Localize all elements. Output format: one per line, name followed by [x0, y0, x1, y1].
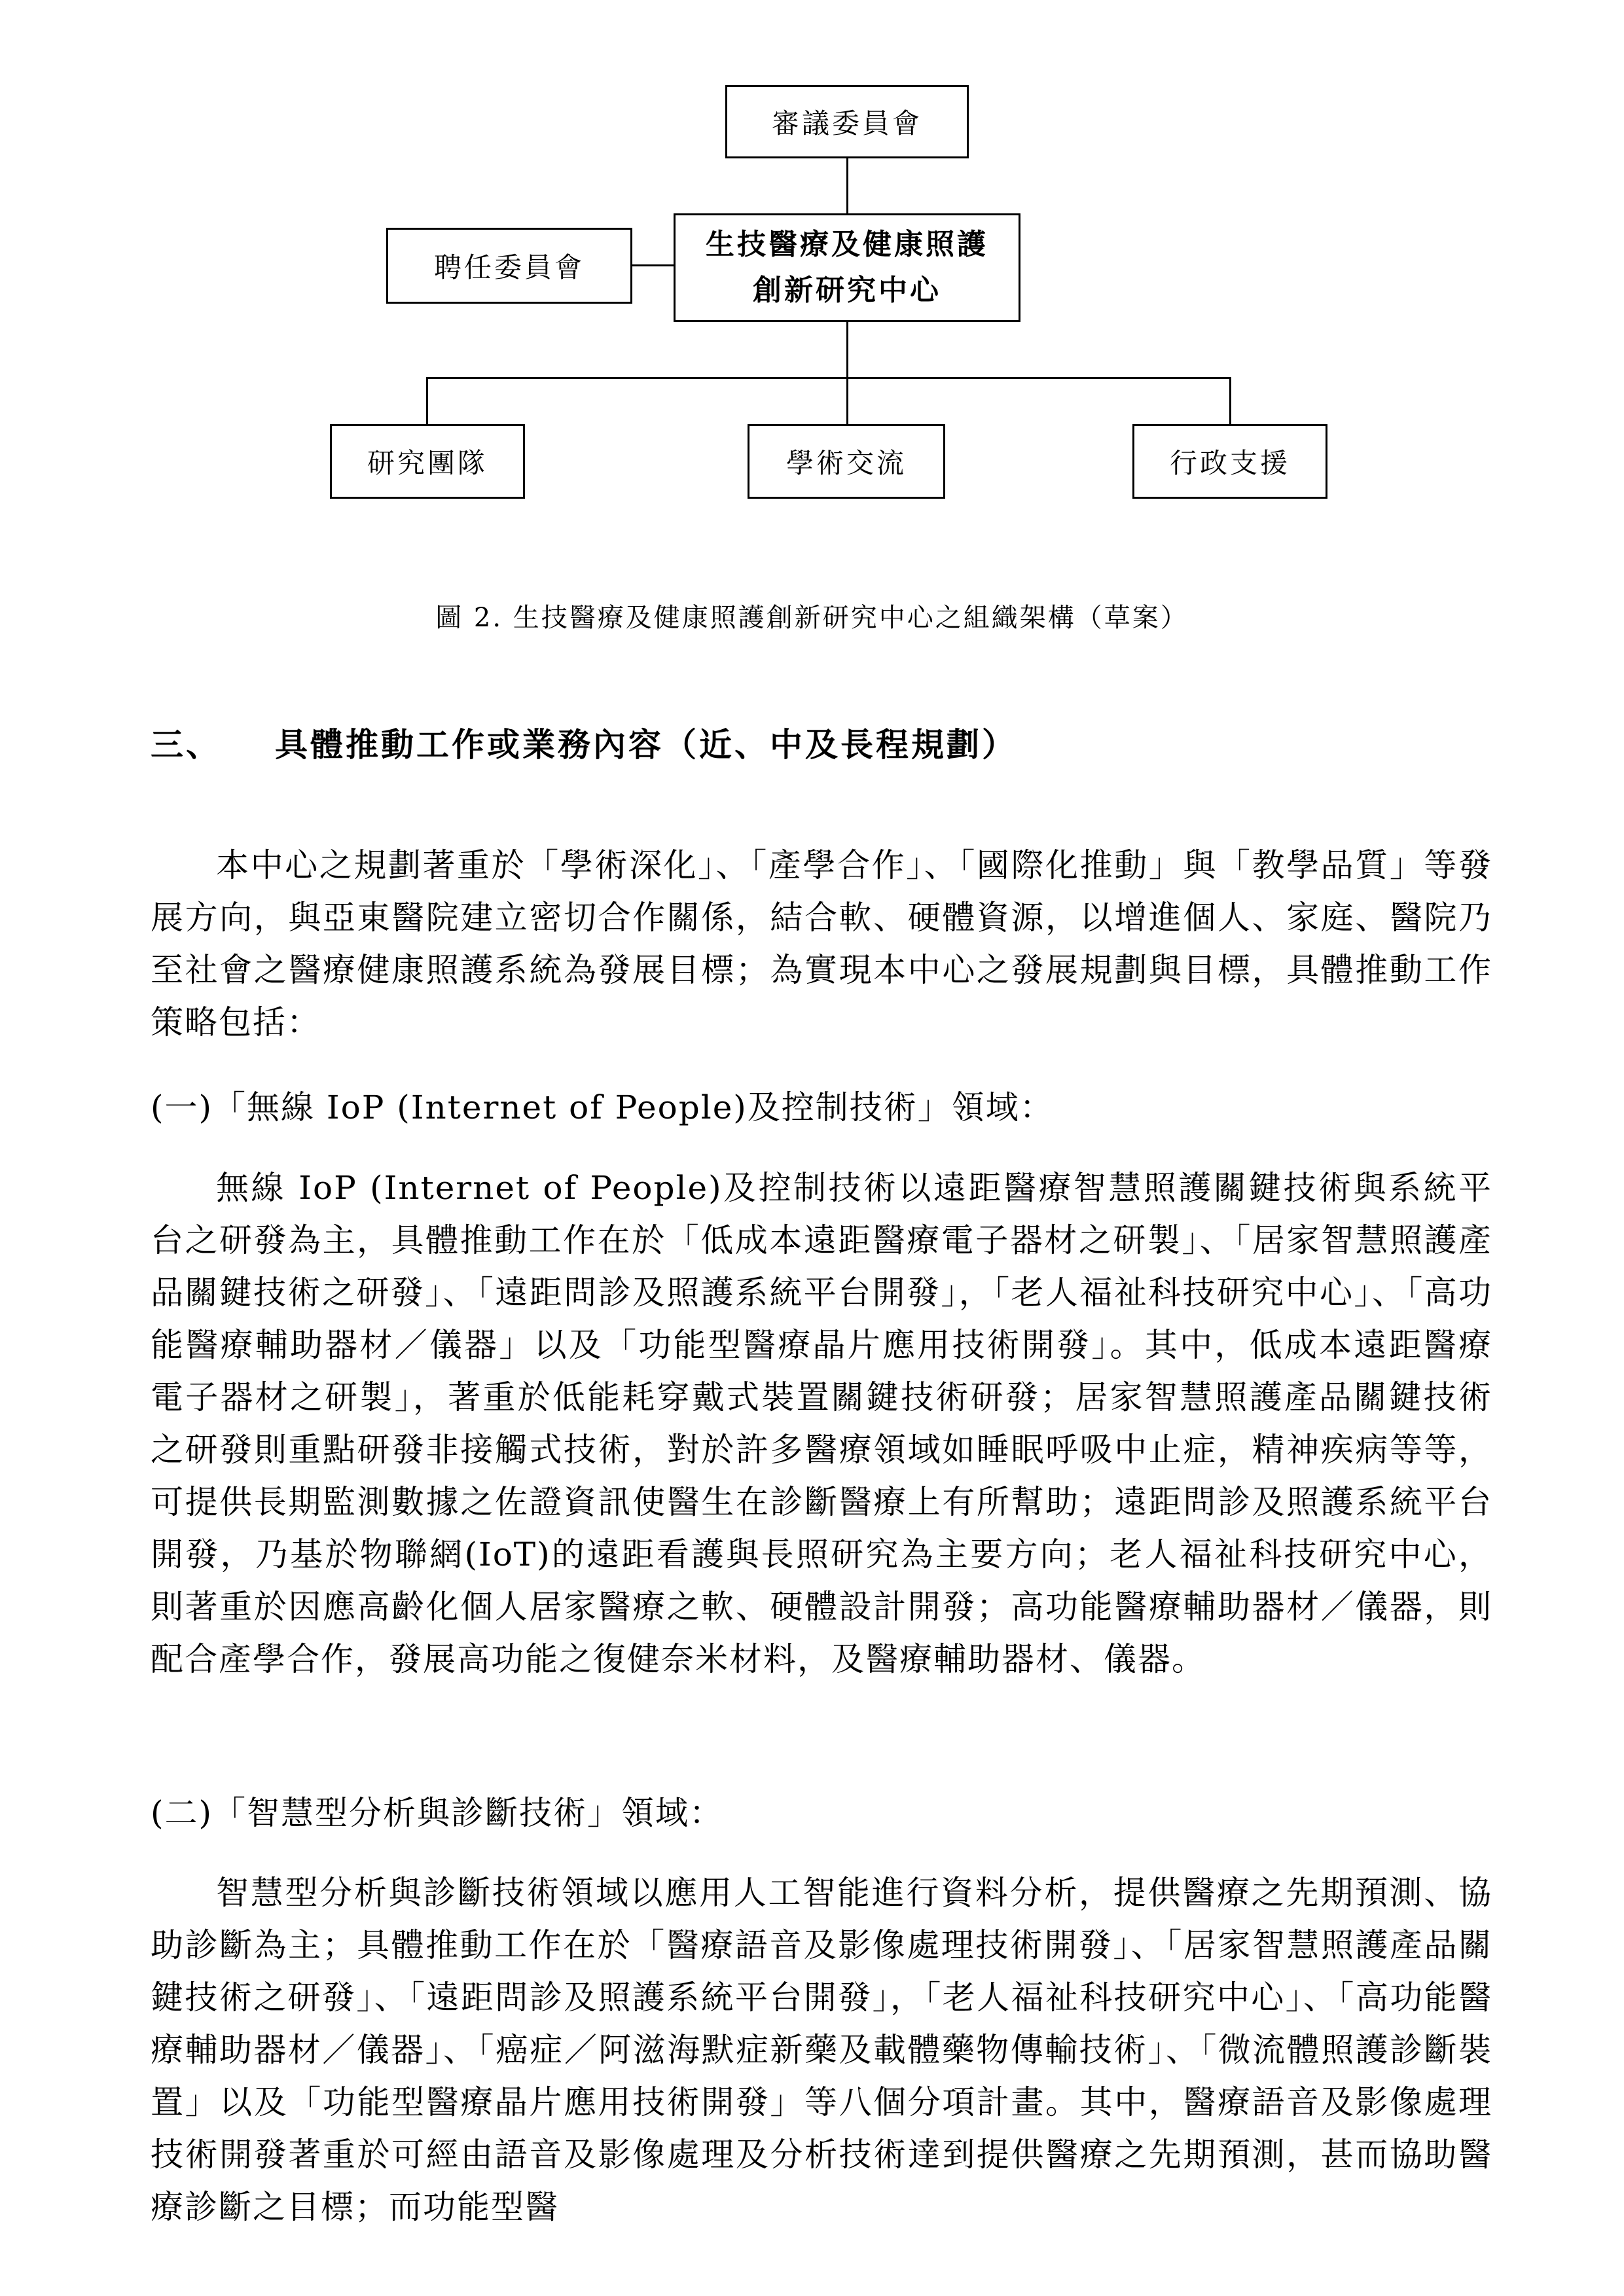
admin-support-label: 行政支援	[1169, 447, 1290, 479]
connector-down	[846, 322, 848, 377]
section-number: 三、	[151, 725, 221, 764]
academic-exchange-box	[748, 424, 945, 499]
center-label-line2: 創新研究中心	[753, 274, 941, 307]
figure-caption: 圖 2. 生技醫療及健康照護創新研究中心之組織架構（草案）	[435, 603, 1189, 633]
research-team-label: 研究團隊	[367, 447, 488, 479]
academic-exchange-label: 學術交流	[785, 447, 907, 479]
subsection-1-paragraph: 無線 IoP (Internet of People)及控制技術以遠距醫療智慧照護關鍵技術與系統平台之研發為主，具體推動工作在於「低成本遠距醫療電子器材之研製」、「居家智慧照護產品關鍵技術之研發」、「遠距問診及照護系統平台開發」，「老人福祉科技研究中心」、「高功能醫療輔助器材／儀器」以及「功能型醫療晶片應用技術開發」。其中，低成本遠距醫療電子器材之研製」，著重於低能耗穿戴式裝置關鍵技術研發；居家智慧照護產品關鍵技術之研發則重點研發非接觸式技術，對於許多醫療領域如睡眠呼吸中止症，精神疾病等等，可提供長期監測數據之佐證資訊使醫生在診斷醫療上有所幫助；遠距問診及照護系統平台開發，乃基於物聯網(IoT)的遠距看護與長照研究為主要方向；老人福祉科技研究中心，則著重於因應高齡化個人居家醫療之軟、硬體設計開發；高功能醫療輔助器材／儀器，則配合產學合作，發展高功能之復健奈米材料，及醫療輔助器材、儀器。	[151, 1169, 1492, 1678]
admin-support-box	[1132, 424, 1327, 499]
subsection-2-heading: (二)「智慧型分析與診斷技術」領域：	[151, 1794, 724, 1832]
connector-branch-center	[846, 377, 848, 424]
section-title: 具體推動工作或業務內容（近、中及長程規劃）	[275, 725, 1017, 764]
connector-branch-left	[426, 377, 428, 424]
connector-horizontal	[426, 377, 1231, 379]
intro-paragraph: 本中心之規劃著重於「學術深化」、「產學合作」、「國際化推動」與「教學品質」等發展方向，與亞東醫院建立密切合作關係，結合軟、硬體資源，以增進個人、家庭、醫院乃至社會之醫療健康照護系統為發展目標；為實現本中心之發展規劃與目標，具體推動工作策略包括：	[151, 846, 1492, 1041]
center-label-line1: 生技醫療及健康照護	[706, 228, 988, 261]
subsection-2-paragraph: 智慧型分析與診斷技術領域以應用人工智能進行資料分析，提供醫療之先期預測、協助診斷為主；具體推動工作在於「醫療語音及影像處理技術開發」、「居家智慧照護產品關鍵技術之研發」、「遠距問診及照護系統平台開發」，「老人福祉科技研究中心」、「高功能醫療輔助器材／儀器」、「癌症／阿滋海默症新藥及載體藥物傳輸技術」、「微流體照護診斷裝置」以及「功能型醫療晶片應用技術開發」等八個分項計畫。其中，醫療語音及影像處理技術開發著重於可經由語音及影像處理及分析技術達到提供醫療之先期預測，甚而協助醫療診斷之目標；而功能型醫	[151, 1874, 1492, 2226]
connector-branch-right	[1229, 377, 1231, 424]
review-committee-box	[725, 85, 969, 158]
subsection-1-heading: (一)「無線 IoP (Internet of People)及控制技術」領域：	[151, 1088, 1054, 1126]
appointment-committee-label: 聘任委員會	[433, 251, 585, 283]
appointment-committee-box	[386, 228, 632, 304]
connector-left	[632, 264, 674, 266]
center-box	[674, 213, 1020, 322]
connector-top	[846, 158, 848, 213]
review-committee-label: 審議委員會	[771, 107, 922, 139]
research-team-box	[330, 424, 525, 499]
